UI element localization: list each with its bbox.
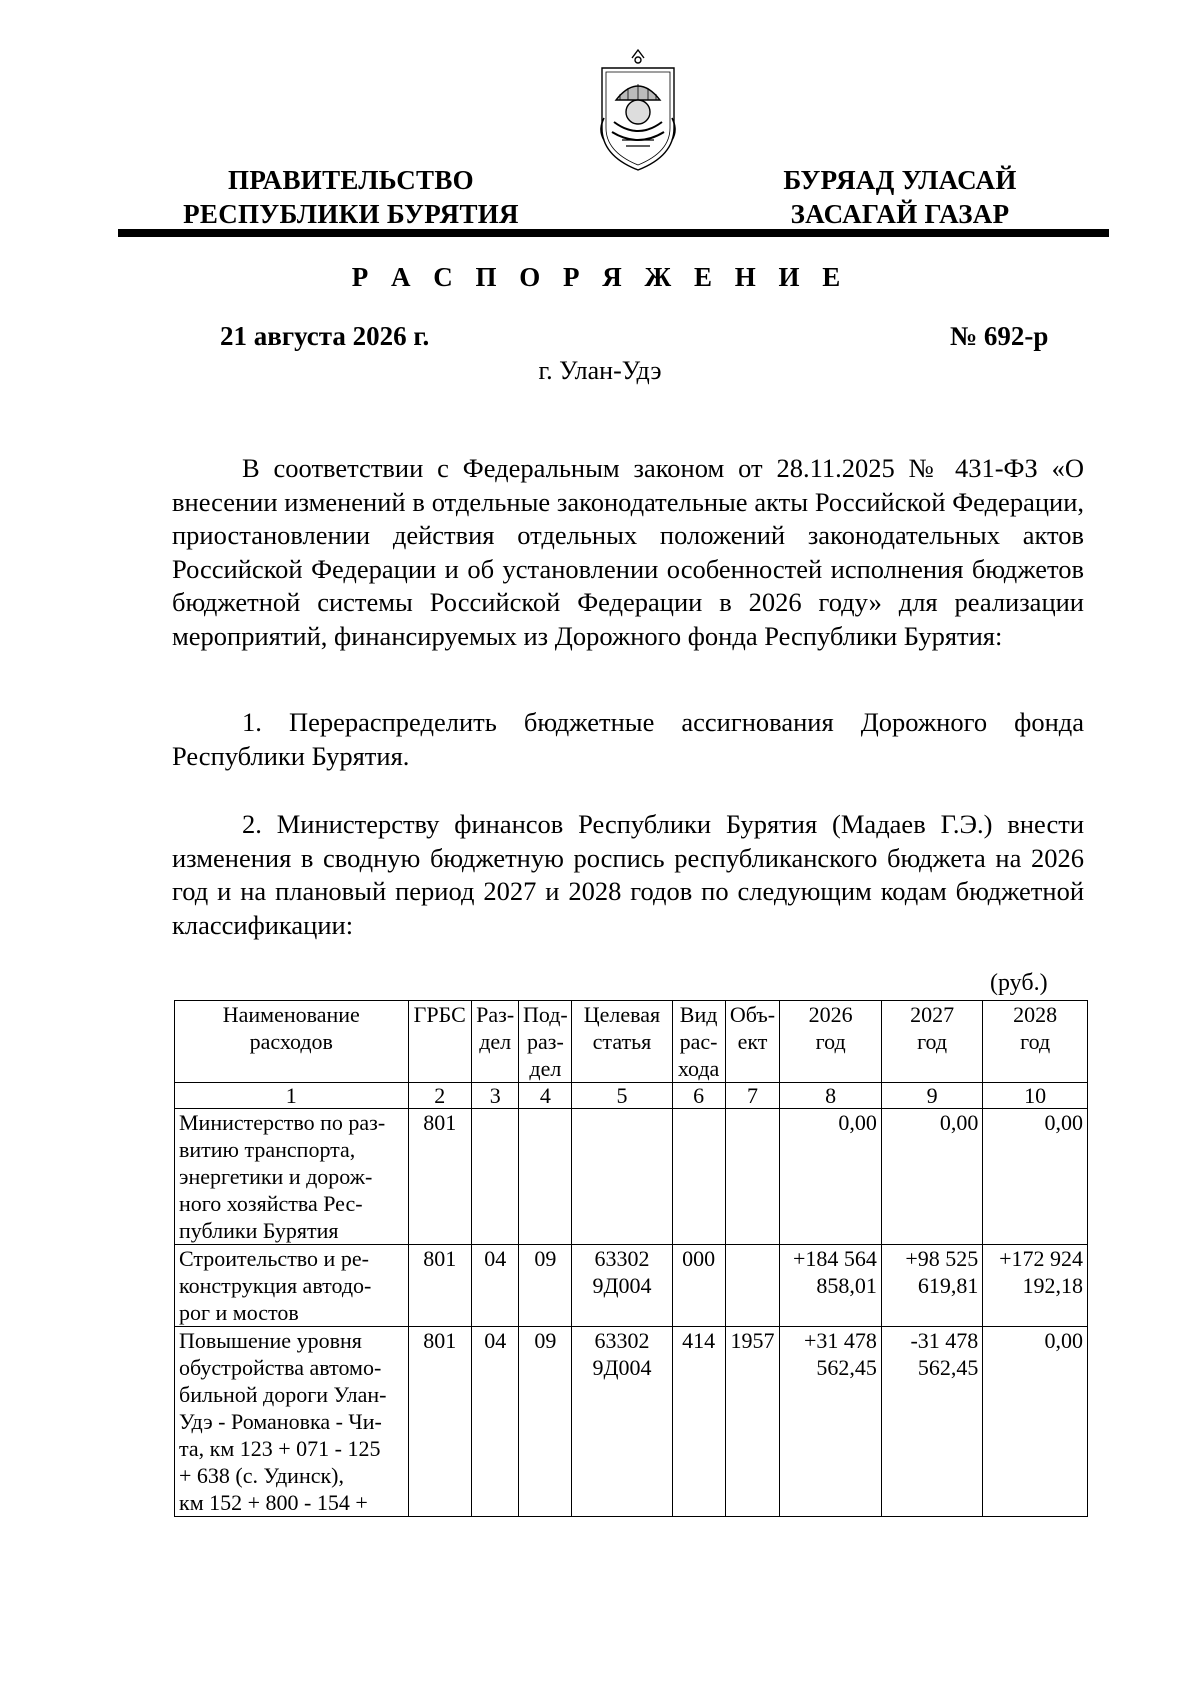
column-index: 10: [983, 1083, 1088, 1109]
government-name-bua-line2: ЗАСАГАЙ ГАЗАР: [790, 199, 1010, 229]
column-index: 4: [519, 1083, 572, 1109]
column-index: 9: [881, 1083, 982, 1109]
column-index: 2: [408, 1083, 471, 1109]
target-item-cell: [572, 1109, 672, 1245]
expense-type-cell: [672, 1109, 725, 1245]
expense-name-cell: Строительство и ре- конструкция автодо- рог и мостов: [175, 1245, 409, 1327]
column-index: 8: [780, 1083, 881, 1109]
column-index: 3: [471, 1083, 519, 1109]
column-index: 7: [725, 1083, 780, 1109]
amount-2026-cell: +184 564 858,01: [780, 1245, 881, 1327]
razdel-cell: 04: [471, 1245, 519, 1327]
amount-2028-cell: 0,00: [983, 1109, 1088, 1245]
expense-type-cell: 414: [672, 1327, 725, 1517]
column-index: 1: [175, 1083, 409, 1109]
document-date: 21 августа 2026 г.: [220, 321, 430, 351]
object-cell: 1957: [725, 1327, 780, 1517]
table-row: [175, 1245, 1088, 1327]
amount-2026-cell: +31 478 562,45: [780, 1327, 881, 1517]
preamble-paragraph: В соответствии с Федеральным законом от 28.11.2025 № 431-ФЗ «О внесении изменений в отдельные законодательные акты Российской Федерации, приостановлении действия отдельных положений законодательных актов Российской Федерации и об установлении особенностей исполнения бюджетов бюджетной системы Российской Федерации в 2026 году» для реализации мероприятий, финансируемых из Дорожного фонда Республики Бурятия:: [172, 453, 1084, 651]
object-cell: [725, 1245, 780, 1327]
grbs-cell: 801: [408, 1327, 471, 1517]
table-row: [175, 1327, 1088, 1517]
document-city: г. Улан-Удэ: [538, 356, 662, 385]
amount-2027-cell: 0,00: [881, 1109, 982, 1245]
target-item-cell: 63302 9Д004: [572, 1327, 672, 1517]
amount-2027-cell: +98 525 619,81: [881, 1245, 982, 1327]
grbs-cell: 801: [408, 1109, 471, 1245]
government-name-ru: [166, 163, 536, 231]
amount-2028-cell: +172 924 192,18: [983, 1245, 1088, 1327]
government-name-bua-line1: БУРЯАД УЛАСАЙ: [783, 165, 1017, 195]
document-number: № 692-р: [950, 321, 1049, 351]
expense-name-cell: Министерство по раз- витию транспорта, энергетики и дорож- ного хозяйства Рес- публики Бурятия: [175, 1109, 409, 1245]
razdel-cell: 04: [471, 1327, 519, 1517]
amount-2026-cell: 0,00: [780, 1109, 881, 1245]
table-row: [175, 1109, 1088, 1245]
header-divider: [118, 229, 1109, 237]
column-header: 2028 год: [983, 1001, 1088, 1083]
razdel-cell: [471, 1109, 519, 1245]
column-header: Вид рас- хода: [672, 1001, 725, 1083]
podrazdel-cell: 09: [519, 1245, 572, 1327]
podrazdel-cell: 09: [519, 1327, 572, 1517]
units-label: (руб.): [990, 970, 1048, 996]
column-header: 2026 год: [780, 1001, 881, 1083]
amount-2027-cell: -31 478 562,45: [881, 1327, 982, 1517]
item-1-paragraph: 1. Перераспределить бюджетные ассигнования Дорожного фонда Республики Бурятия.: [172, 707, 1084, 771]
expense-type-cell: 000: [672, 1245, 725, 1327]
column-header: Объ- ект: [725, 1001, 780, 1083]
grbs-cell: 801: [408, 1245, 471, 1327]
podrazdel-cell: [519, 1109, 572, 1245]
government-name-ru-line2: РЕСПУБЛИКИ БУРЯТИЯ: [183, 199, 519, 229]
target-item-cell: 63302 9Д004: [572, 1245, 672, 1327]
budget-table: [174, 1000, 1088, 1517]
document-title: Р А С П О Р Я Ж Е Н И Е: [351, 262, 849, 292]
column-header: Целевая статья: [572, 1001, 672, 1083]
government-name-bua: [755, 163, 1045, 231]
coat-of-arms-icon: [592, 48, 684, 176]
column-index: 5: [572, 1083, 672, 1109]
column-index: 6: [672, 1083, 725, 1109]
item-2-paragraph: 2. Министерству финансов Республики Бурятия (Мадаев Г.Э.) внести изменения в сводную бюджетную роспись республиканского бюджета на 2026 год и на плановый период 2027 и 2028 годов по следующим кодам бюджетной классификации:: [172, 809, 1084, 940]
column-header: 2027 год: [881, 1001, 982, 1083]
amount-2028-cell: 0,00: [983, 1327, 1088, 1517]
government-name-ru-line1: ПРАВИТЕЛЬСТВО: [228, 165, 474, 195]
column-header: Наименование расходов: [175, 1001, 409, 1083]
expense-name-cell: Повышение уровня обустройства автомо- бильной дороги Улан- Удэ - Романовка - Чи- та, км 123 + 071 - 125 + 638 (с. Удинск), км 152 + 800 - 154 +: [175, 1327, 409, 1517]
column-header: Под- раз- дел: [519, 1001, 572, 1083]
table-index-row: [175, 1083, 1088, 1109]
column-header: Раз- дел: [471, 1001, 519, 1083]
object-cell: [725, 1109, 780, 1245]
table-header-row: [175, 1001, 1088, 1083]
column-header: ГРБС: [408, 1001, 471, 1083]
